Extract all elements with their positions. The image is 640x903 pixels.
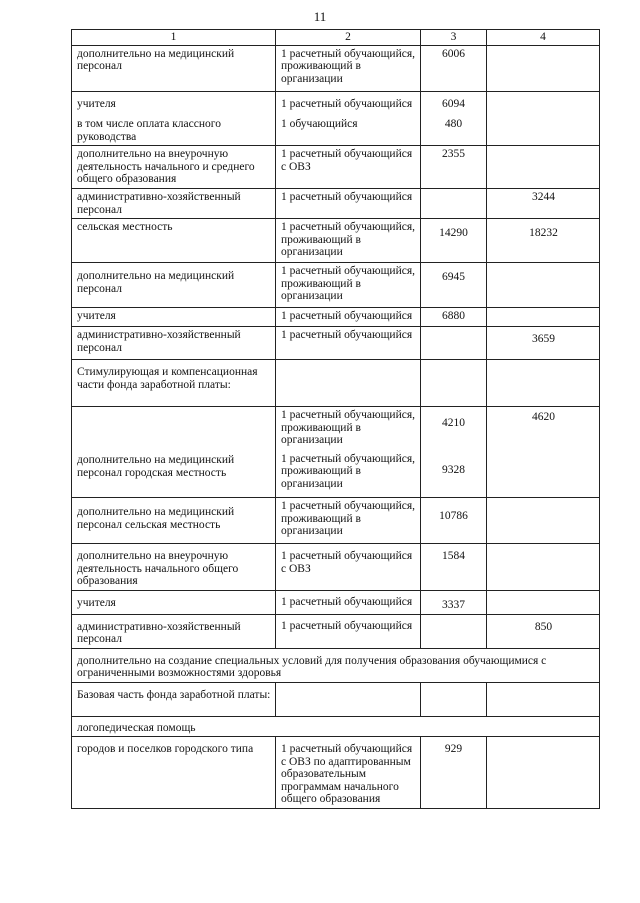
category-cell: дополнительно на внеурочную деятельность начального и среднего общего образования <box>72 146 276 189</box>
category-cell: дополнительно на медицинский персонал сельская местность <box>72 498 276 544</box>
header-cell: 1 <box>72 30 276 46</box>
value-cell <box>487 91 600 146</box>
category-cell: городов и поселков городского типа <box>72 737 276 809</box>
value-cell <box>421 682 487 716</box>
table-row <box>72 737 600 809</box>
category-text: учителя <box>77 97 116 110</box>
value-cell: 4620 <box>487 407 600 498</box>
category-text: в том числе оплата классного руководства <box>77 118 221 143</box>
table-row <box>72 45 600 91</box>
category-text: дополнительно на медицинский персонал городская местность <box>77 454 235 479</box>
table-row <box>72 682 600 716</box>
unit-cell: 1 расчетный обучающийся, проживающий в организации <box>276 45 421 91</box>
unit-cell: 1 расчетный обучающийся с ОВЗ <box>276 544 421 591</box>
category-cell: административно-хозяйственный персонал <box>72 189 276 219</box>
section-title-cell: Стимулирующая и компенсационная части фонда заработной платы: <box>72 360 276 407</box>
table-row <box>72 91 600 146</box>
value-cell <box>487 590 600 614</box>
table-row <box>72 219 600 263</box>
category-cell: административно-хозяйственный персонал <box>72 327 276 360</box>
value-cell <box>487 45 600 91</box>
table-row <box>72 263 600 308</box>
unit-text: 1 расчетный обучающийся <box>281 97 413 110</box>
category-cell: дополнительно на медицинский персонал <box>72 263 276 308</box>
header-cell: 4 <box>487 30 600 46</box>
table-row <box>72 308 600 327</box>
category-cell: сельская местность <box>72 219 276 263</box>
category-cell: административно-хозяйственный персонал <box>72 614 276 648</box>
unit-text: 1 расчетный обучающийся, проживающий в организации <box>281 452 416 490</box>
unit-cell: 1 расчетный обучающийся <box>276 590 421 614</box>
value-text: 9328 <box>442 463 465 476</box>
value-cell <box>487 737 600 809</box>
table-row <box>72 614 600 648</box>
value-cell <box>421 189 487 219</box>
value-cell <box>487 682 600 716</box>
value-cell: 3659 <box>487 327 600 360</box>
unit-cell: 1 расчетный обучающийся с ОВЗ по адаптированным образовательным программам начального общего образования <box>276 737 421 809</box>
value-cell: 6945 <box>421 263 487 308</box>
unit-cell: 1 расчетный обучающийся, проживающий в организации <box>276 219 421 263</box>
table-row <box>72 327 600 360</box>
category-cell: дополнительно на внеурочную деятельность начального общего образования <box>72 544 276 591</box>
table-row <box>72 590 600 614</box>
unit-cell: 1 расчетный обучающийся с ОВЗ <box>276 146 421 189</box>
unit-cell: 1 расчетный обучающийся, проживающий в организации <box>276 498 421 544</box>
table-row <box>72 648 600 682</box>
value-cell: 3337 <box>421 590 487 614</box>
unit-cell: 1 расчетный обучающийся <box>276 614 421 648</box>
value-cell: 14290 <box>421 219 487 263</box>
unit-cell: 1 расчетный обучающийся <box>276 327 421 360</box>
unit-cell: 1 расчетный обучающийся, проживающий в организации <box>276 263 421 308</box>
table-row <box>72 360 600 407</box>
value-cell: 6006 <box>421 45 487 91</box>
unit-text: 1 обучающийся <box>281 118 358 130</box>
value-cell: 850 <box>487 614 600 648</box>
table-row <box>72 146 600 189</box>
value-cell <box>487 263 600 308</box>
value-cell <box>487 360 600 407</box>
unit-cell <box>276 682 421 716</box>
section-title-cell: дополнительно на создание специальных условий для получения образования обучающимися с ограниченными возможностями здоровья <box>72 648 600 682</box>
value-cell <box>487 308 600 327</box>
value-cell: 10786 <box>421 498 487 544</box>
section-title-cell: логопедическая помощь <box>72 716 600 737</box>
category-cell: учителя <box>72 308 276 327</box>
norms-table <box>71 29 600 809</box>
section-title-cell: Базовая часть фонда заработной платы: <box>72 682 276 716</box>
unit-cell: 1 расчетный обучающийся <box>276 189 421 219</box>
category-cell: дополнительно на медицинский персонал <box>72 45 276 91</box>
value-cell: 2355 <box>421 146 487 189</box>
value-text: 6094 <box>442 97 465 110</box>
table-header-row <box>72 30 600 46</box>
table-row <box>72 498 600 544</box>
category-cell <box>72 407 276 498</box>
value-cell <box>487 498 600 544</box>
page-number: 11 <box>313 9 327 24</box>
value-cell <box>421 360 487 407</box>
value-cell: 3244 <box>487 189 600 219</box>
value-text: 480 <box>444 118 463 130</box>
value-cell <box>487 146 600 189</box>
value-text: 4210 <box>442 417 465 429</box>
value-cell <box>421 614 487 648</box>
table-row <box>72 544 600 591</box>
unit-cell <box>276 360 421 407</box>
unit-cell: 1 расчетный обучающийся <box>276 308 421 327</box>
value-cell: 1584 <box>421 544 487 591</box>
value-cell: 6880 <box>421 308 487 327</box>
value-cell <box>421 327 487 360</box>
table-row <box>72 716 600 737</box>
table-row <box>72 189 600 219</box>
header-cell: 2 <box>276 30 421 46</box>
value-cell <box>487 544 600 591</box>
table-row <box>72 407 600 498</box>
value-cell: 18232 <box>487 219 600 263</box>
value-cell: 929 <box>421 737 487 809</box>
category-cell: учителя <box>72 590 276 614</box>
header-cell: 3 <box>421 30 487 46</box>
unit-text: 1 расчетный обучающийся, проживающий в организации <box>281 409 416 446</box>
